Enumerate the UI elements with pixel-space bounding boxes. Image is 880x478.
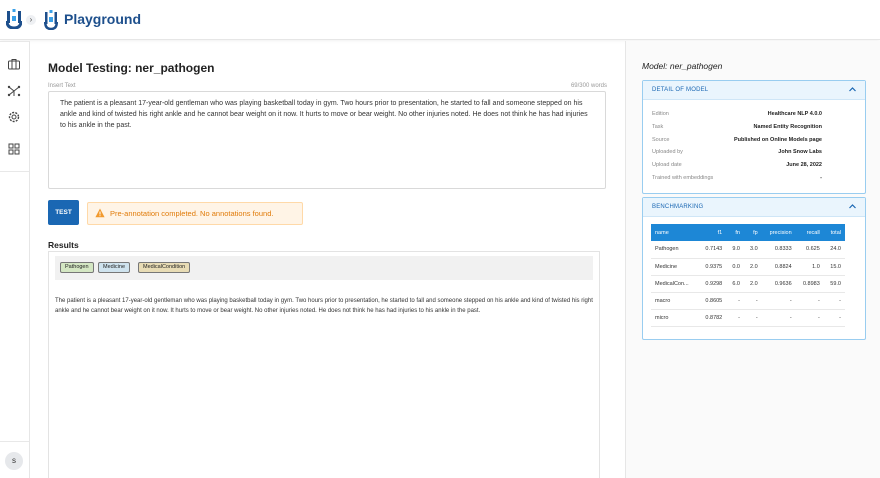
table-cell: 0.9375 [698,258,726,275]
column-header-f1[interactable]: f1 [698,224,726,241]
table-cell: - [744,292,762,309]
table-cell: 0.8983 [796,275,824,292]
model-title: Model: ner_pathogen [642,61,723,71]
table-row [651,241,845,258]
avatar[interactable]: s [5,452,23,470]
table-cell: 0.8782 [698,309,726,326]
table-cell: 59.0 [824,275,845,292]
detail-label: Trained with embeddings [652,175,714,181]
table-cell: - [744,309,762,326]
settings-icon[interactable] [7,110,21,124]
table-cell: - [824,292,845,309]
table-row [651,275,845,292]
table-header-row [651,224,845,241]
table-cell: Pathogen [651,241,698,258]
logo-icon[interactable] [6,7,22,29]
benchmark-card-title: BENCHMARKING [652,204,704,210]
table-cell: - [796,292,824,309]
table-cell: 0.8605 [698,292,726,309]
expand-sidebar-button[interactable]: › [26,15,36,25]
apps-grid-icon[interactable] [7,142,21,156]
brand-logo-icon [44,8,58,30]
table-cell: - [726,292,744,309]
table-cell: micro [651,309,698,326]
table-cell: 9.0 [726,241,744,258]
detail-label: Upload date [652,162,682,169]
table-row [651,292,845,309]
input-label: Insert Text [48,83,76,89]
sidebar-divider [0,441,29,442]
warning-icon [95,208,105,218]
table-cell: 3.0 [744,241,762,258]
page-title: Model Testing: ner_pathogen [48,61,215,75]
model-info-panel [625,41,880,478]
detail-value: June 28, 2022 [786,162,822,169]
alert-text: Pre-annotation completed. No annotations found. [110,209,274,218]
text-input-area[interactable]: The patient is a pleasant 17-year-old gentleman who was playing basketball today in gym. Two hours prior to presentation, he started to fall and someone stepped on his ankle and kind of twisted his right ankle and he cannot bear weight on it now. It hurts to move or bear weight. No other injuries noted. He does not think he has had injuries to his ankle in the past. [48,91,606,189]
table-cell: 0.8824 [762,258,796,275]
table-cell: - [796,309,824,326]
table-cell: 2.0 [744,258,762,275]
table-cell: 0.8333 [762,241,796,258]
chevron-up-icon[interactable] [848,202,857,211]
table-cell: - [824,309,845,326]
app-name: Playground [64,11,142,27]
status-alert [87,202,303,225]
table-cell: 0.7143 [698,241,726,258]
workflow-icon[interactable] [7,84,21,98]
detail-value: - [820,175,822,181]
label-legend [55,256,593,280]
main-content [31,41,625,478]
table-cell: 0.0 [726,258,744,275]
detail-label: Task [652,123,664,130]
legend-tag-pathogen[interactable]: Pathogen [60,262,94,273]
table-cell: 0.9636 [762,275,796,292]
word-count: 69/300 words [570,83,607,89]
legend-tag-medical-condition[interactable]: MedicalCondition [138,262,190,273]
table-cell: 6.0 [726,275,744,292]
table-cell: macro [651,292,698,309]
table-cell: Medicine [651,258,698,275]
model-detail-card [642,80,866,194]
table-cell: - [726,309,744,326]
table-cell: 0.625 [796,241,824,258]
detail-card-header[interactable] [643,81,865,100]
results-title: Results [48,240,79,250]
table-cell: 2.0 [744,275,762,292]
column-header-name[interactable]: name [651,224,698,241]
table-cell: 0.9298 [698,275,726,292]
briefcase-icon[interactable] [7,57,21,71]
detail-value: Healthcare NLP 4.0.0 [767,111,822,117]
benchmark-table [651,224,845,327]
detail-value: Named Entity Recognition [753,123,822,130]
legend-tag-medicine[interactable]: Medicine [98,262,130,273]
detail-card-title: DETAIL OF MODEL [652,87,709,93]
table-cell: - [762,292,796,309]
results-panel [48,251,600,478]
column-header-fp[interactable]: fp [744,224,762,241]
detail-value: John Snow Labs [778,149,822,156]
test-button[interactable]: TEST [48,200,79,225]
table-cell: MedicalCon... [651,275,698,292]
chevron-up-icon[interactable] [848,85,857,94]
benchmark-card-header[interactable] [643,198,865,217]
column-header-total[interactable]: total [824,224,845,241]
detail-label: Uploaded by [652,149,683,156]
detail-label: Edition [652,111,669,117]
sidebar-divider [0,171,29,172]
table-row [651,258,845,275]
benchmarking-card [642,197,866,340]
detail-label: Source [652,136,670,143]
sidebar-divider [0,41,29,42]
column-header-precision[interactable]: precision [762,224,796,241]
table-cell: 24.0 [824,241,845,258]
column-header-fn[interactable]: fn [726,224,744,241]
result-text: The patient is a pleasant 17-year-old gentleman who was playing basketball today in gym. Two hours prior to presentation, he started to fall and someone stepped on his ankle and kind of twisted his right ankle and he cannot bear weight on it now. It hurts to move or bear weight. No other injuries noted. He does not think he has had injuries to his ankle in the past. [55,298,593,314]
table-cell: - [762,309,796,326]
top-bar [0,0,880,40]
table-cell: 1.0 [796,258,824,275]
detail-value: Published on Online Models page [733,136,822,143]
column-header-recall[interactable]: recall [796,224,824,241]
sidebar [0,41,30,478]
table-row [651,309,845,326]
table-cell: 15.0 [824,258,845,275]
